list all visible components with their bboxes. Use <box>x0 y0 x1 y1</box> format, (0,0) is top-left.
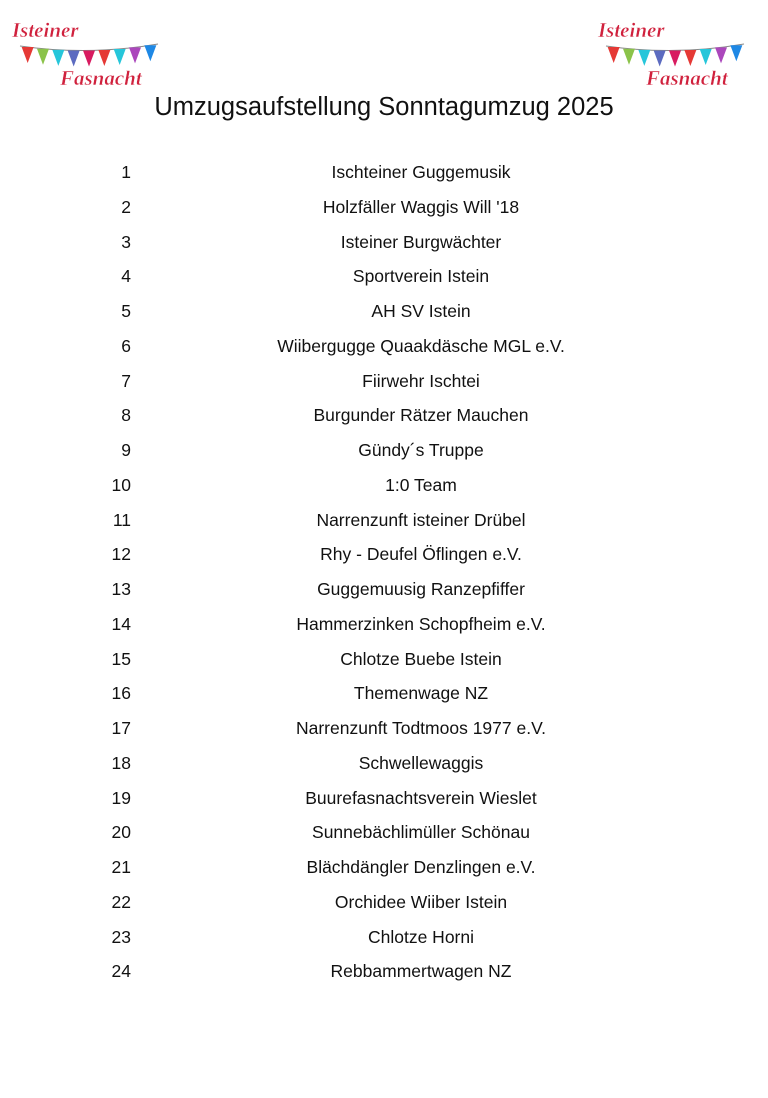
logo-right <box>594 14 754 94</box>
list-item-name: Rebbammertwagen NZ <box>330 961 512 982</box>
logo-line1: Isteiner <box>598 18 665 42</box>
list-item-number: 10 <box>111 474 131 495</box>
page-title: Umzugsaufstellung Sonntagumzug 2025 <box>154 93 614 121</box>
list-item <box>0 885 768 920</box>
list-item <box>0 155 768 190</box>
list-item <box>0 225 768 260</box>
list-item-number: 8 <box>121 405 131 426</box>
list-item-name: 1:0 Team <box>385 474 457 495</box>
list-item <box>0 537 768 572</box>
pennant-flag <box>129 47 141 63</box>
pennant-flag <box>730 45 742 61</box>
list-item-number: 13 <box>111 579 131 599</box>
list-item-number: 24 <box>111 961 131 982</box>
list-item <box>0 503 768 538</box>
list-item <box>0 746 768 781</box>
list-item-name: Sportverein Istein <box>352 266 490 287</box>
pennant-flag <box>52 50 64 66</box>
list-item-number: 15 <box>111 648 131 669</box>
list-item-name: Chlotze Buebe Istein <box>340 648 502 669</box>
list-item-name: Rhy - Deufel Öflingen e.V. <box>320 544 522 565</box>
pennant-flag <box>623 49 635 65</box>
list-item-number: 21 <box>111 857 131 877</box>
list-item-number: 20 <box>111 822 131 843</box>
list-item-number: 4 <box>121 266 131 287</box>
list-item-number: 16 <box>111 683 131 704</box>
list-item <box>0 433 768 468</box>
list-item-name: Burgunder Rätzer Mauchen <box>313 405 529 426</box>
list-item <box>0 920 768 955</box>
pennant-flag <box>608 47 620 63</box>
list-item-name: Fiirwehr Ischtei <box>362 370 480 391</box>
list-item-name: Narrenzunft isteiner Drübel <box>316 509 526 530</box>
list-item-name: Wiibergugge Quaakdäsche MGL e.V. <box>277 335 565 356</box>
logo-line2: Fasnacht <box>646 66 728 90</box>
list-item-number: 7 <box>121 370 131 391</box>
list-item-number: 11 <box>112 509 131 530</box>
list-item-name: Guggemuusig Ranzepfiffer <box>317 579 525 599</box>
pennant-flag <box>669 51 681 67</box>
list-item-name: Hammerzinken Schopfheim e.V. <box>296 613 546 634</box>
list-item-name: Gündy´s Truppe <box>358 440 484 460</box>
list-item-number: 18 <box>111 752 131 773</box>
pennant-flag <box>715 47 727 63</box>
list-item-name: Ischteiner Guggemusik <box>331 162 511 182</box>
list-item-name: Themenwage NZ <box>353 683 489 704</box>
list-item-name: Buurefasnachtsverein Wieslet <box>305 787 537 808</box>
pennant-flag <box>700 49 712 65</box>
list-item-number: 9 <box>121 440 131 460</box>
list-item-number: 5 <box>121 301 131 321</box>
list-item-number: 3 <box>121 231 131 252</box>
list-item-name: Sunnebächlimüller Schönau <box>312 822 530 843</box>
list-item-number: 12 <box>111 544 131 565</box>
list-item-name: Narrenzunft Todtmoos 1977 e.V. <box>295 718 547 738</box>
list-item <box>0 294 768 329</box>
list-item <box>0 259 768 294</box>
list-item-number: 17 <box>111 718 131 738</box>
parade-order-list <box>0 155 768 989</box>
list-item <box>0 398 768 433</box>
list-item-number: 14 <box>111 613 131 634</box>
list-item <box>0 815 768 850</box>
pennant-flag <box>83 51 95 67</box>
list-item-number: 22 <box>111 891 131 912</box>
list-item <box>0 781 768 816</box>
list-item-name: Schwellewaggis <box>358 752 484 773</box>
pennant-flag <box>22 47 34 63</box>
list-item <box>0 329 768 364</box>
list-item <box>0 850 768 885</box>
list-item-number: 19 <box>111 787 131 808</box>
pennant-flag <box>144 45 156 61</box>
list-item <box>0 607 768 642</box>
list-item-name: Orchidee Wiiber Istein <box>334 891 508 912</box>
logo-line1: Isteiner <box>12 18 79 42</box>
logo-left <box>8 14 168 94</box>
list-item <box>0 572 768 607</box>
list-item-name: Isteiner Burgwächter <box>340 231 502 252</box>
list-item <box>0 676 768 711</box>
list-item-number: 2 <box>121 196 131 217</box>
logo-line2: Fasnacht <box>60 66 142 90</box>
pennant-flag <box>68 50 80 66</box>
list-item <box>0 190 768 225</box>
list-item <box>0 954 768 989</box>
list-item-number: 1 <box>121 162 131 182</box>
pennant-flag <box>638 50 650 66</box>
list-item-number: 6 <box>121 335 131 356</box>
pennant-flag <box>37 49 49 65</box>
list-item <box>0 711 768 746</box>
list-item <box>0 642 768 677</box>
list-item-name: AH SV Istein <box>371 301 471 321</box>
list-item-name: Blächdängler Denzlingen e.V. <box>306 857 536 877</box>
list-item-name: Chlotze Horni <box>367 926 475 947</box>
list-item <box>0 468 768 503</box>
pennant-flag <box>114 49 126 65</box>
pennant-flag <box>654 50 666 66</box>
pennant-flag <box>684 50 696 66</box>
list-item <box>0 364 768 399</box>
pennant-flag <box>98 50 110 66</box>
list-item-number: 23 <box>111 926 131 947</box>
list-item-name: Holzfäller Waggis Will '18 <box>322 196 520 217</box>
